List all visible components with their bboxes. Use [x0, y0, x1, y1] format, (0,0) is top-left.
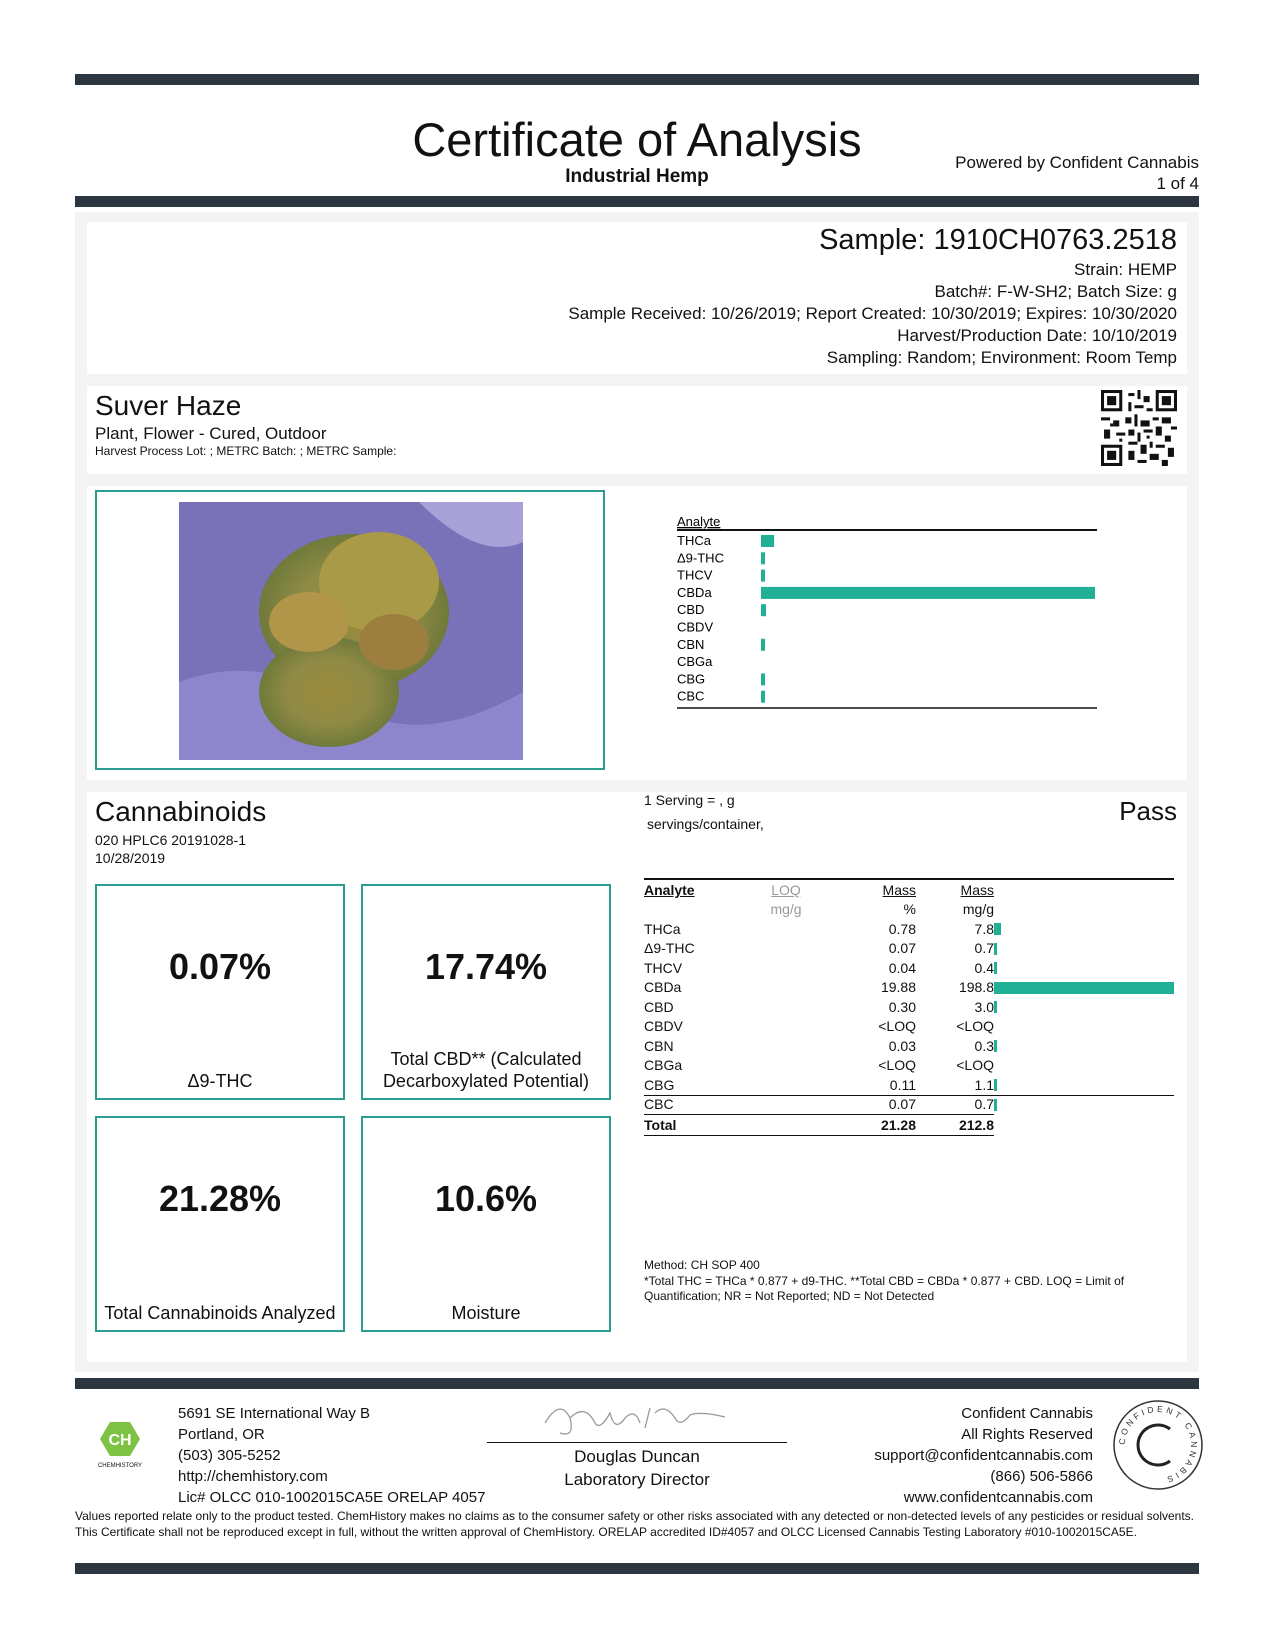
seal-text: CONFIDENT CANNABIS — [1116, 1403, 1200, 1486]
cannabinoid-table — [644, 880, 994, 1136]
mini-chart-label: CBDa — [677, 584, 712, 600]
image-chart-card — [87, 486, 1187, 780]
table-cell-loq — [756, 1017, 816, 1037]
table-bar — [994, 923, 1001, 935]
method-line: Method: CH SOP 400 — [644, 1258, 760, 1272]
sample-id: Sample: 1910CH0763.2518 — [819, 224, 1177, 256]
mini-chart-bar — [761, 535, 774, 547]
total-cbd-label: Total CBD** (Calculated Decarboxylated Potential) — [382, 1049, 590, 1091]
total-cannabinoids-box — [95, 1116, 345, 1332]
method-notes: *Total THC = THCa * 0.877 + d9-THC. **Total CBD = CBDa * 0.877 + CBD. LOQ = Limit of Quantification; NR = Not Reported; ND = Not Detected — [644, 1274, 1125, 1303]
table-cell-mg: 198.8 — [958, 979, 994, 996]
mini-chart-label: THCa — [677, 533, 711, 548]
table-cell-loq — [756, 919, 816, 939]
table-cell-analyte: CBG — [644, 1076, 675, 1093]
serving-size: 1 Serving = , g — [644, 792, 735, 808]
table-cell-loq — [756, 1075, 816, 1095]
mini-chart-bar — [761, 604, 766, 616]
product-photo-frame — [95, 490, 605, 770]
signer-name: Douglas Duncan — [574, 1447, 700, 1466]
logo-subtext: CHEMHISTORY — [97, 1463, 143, 1469]
mini-chart-bar — [761, 691, 765, 703]
col-mass-mg: Mass — [960, 881, 994, 898]
table-cell-mg: 1.1 — [974, 1076, 994, 1093]
method-id: 020 HPLC6 20191028-1 — [95, 832, 247, 848]
table-cell-pct: 0.78 — [888, 920, 916, 937]
moisture-value: 10.6% — [434, 1178, 538, 1219]
footer-rule — [75, 1378, 1199, 1389]
table-cell-analyte: CBDV — [644, 1018, 683, 1035]
table-cell-analyte: CBD — [644, 998, 674, 1015]
table-cell-pct: 0.30 — [888, 998, 916, 1015]
table-row — [644, 939, 994, 959]
sample-sampling: Sampling: Random; Environment: Room Temp — [826, 348, 1177, 367]
servings-per-container: servings/container, — [647, 816, 764, 832]
total-cbd-box — [361, 884, 611, 1100]
table-cell-loq — [756, 997, 816, 1017]
sample-batch: Batch#: F-W-SH2; Batch Size: g — [934, 282, 1177, 301]
table-cell-pct: <LOQ — [878, 1018, 916, 1035]
header-rule — [75, 196, 1199, 207]
cannabinoids-title: Cannabinoids — [95, 796, 267, 827]
lab-address1: 5691 SE International Way B — [178, 1405, 371, 1422]
table-cell-mg: 0.4 — [974, 959, 994, 976]
table-cell-pct: 0.03 — [888, 1037, 916, 1054]
table-cell-pct: 0.04 — [888, 959, 916, 976]
disclaimer: Values reported relate only to the product tested. ChemHistory makes no claims as to the consumer safety or other risks associated with any detected or non-detected levels of any pesticides or residual solvents. This Certificate shall not be reproduced except in full, without the written approval of ChemHistory. ORELAP accredited ID#4057 and OLCC Licensed Cannabis Testing Laboratory #010-1002015CA5E. — [75, 1509, 1195, 1539]
table-cell-mg: 3.0 — [974, 998, 994, 1015]
test-date: 10/28/2019 — [95, 850, 166, 866]
table-cell-pct: 0.07 — [888, 940, 916, 957]
sample-dates: Sample Received: 10/26/2019; Report Created: 10/30/2019; Expires: 10/30/2020 — [568, 304, 1177, 323]
cannabinoids-card — [87, 792, 1187, 1362]
product-name: Suver Haze — [95, 390, 242, 421]
mini-chart-header: Analyte — [677, 516, 721, 529]
unit-analyte — [644, 900, 756, 920]
bottom-rule — [75, 1563, 1199, 1574]
sample-strain: Strain: HEMP — [1074, 260, 1177, 279]
qr-code-icon — [1101, 390, 1177, 466]
thc-value: 0.07% — [168, 946, 272, 987]
table-bar — [994, 962, 997, 974]
table-row — [644, 1017, 994, 1037]
chemhistory-logo-icon — [97, 1420, 143, 1469]
unit-mg: mg/g — [962, 901, 994, 918]
product-type: Plant, Flower - Cured, Outdoor — [95, 424, 327, 443]
product-card — [87, 386, 1187, 474]
mini-chart-label: CBDV — [677, 619, 714, 635]
cc-web[interactable]: www.confidentcannabis.com — [903, 1489, 1093, 1506]
table-cell-mg: 0.7 — [974, 940, 994, 957]
confident-cannabis-seal-icon — [1112, 1399, 1204, 1491]
table-cell-mg: <LOQ — [956, 1057, 994, 1074]
table-row — [644, 1056, 994, 1076]
status-badge: Pass — [1119, 796, 1177, 826]
col-mass-pct: Mass — [882, 881, 916, 898]
table-bar — [994, 982, 1174, 994]
table-bar — [994, 1001, 997, 1013]
table-bar — [994, 1099, 997, 1111]
cc-email[interactable]: support@confidentcannabis.com — [874, 1447, 1093, 1464]
table-row — [644, 919, 994, 939]
table-cell-loq — [756, 958, 816, 978]
table-bar-area — [994, 919, 1174, 1119]
table-units-row — [644, 900, 994, 920]
total-cbd-value: 17.74% — [424, 946, 548, 987]
mini-analyte-chart — [677, 516, 1097, 711]
mini-chart-label: CBC — [677, 688, 705, 704]
moisture-label: Moisture — [451, 1303, 521, 1323]
table-row — [644, 1036, 994, 1056]
mini-chart-bar — [761, 552, 765, 564]
thc-label: Δ9-THC — [187, 1071, 253, 1091]
table-cell-loq — [756, 939, 816, 959]
table-row — [644, 1095, 994, 1115]
table-cell-mg: 7.8 — [974, 920, 994, 937]
page-subtitle: Industrial Hemp — [565, 166, 709, 187]
svg-text:CONFIDENT CANNABIS — [1117, 1404, 1199, 1486]
table-cell-pct: <LOQ — [878, 1057, 916, 1074]
table-cell-loq — [756, 1056, 816, 1076]
thc-box — [95, 884, 345, 1100]
page-title: Certificate of Analysis — [412, 113, 862, 166]
moisture-box — [361, 1116, 611, 1332]
unit-loq: mg/g — [770, 901, 802, 918]
total-cannabinoids-value: 21.28% — [158, 1178, 282, 1219]
powered-by: Powered by Confident Cannabis — [955, 153, 1199, 172]
col-loq: LOQ — [771, 881, 801, 898]
table-cell-mg: <LOQ — [956, 1018, 994, 1035]
table-row — [644, 958, 994, 978]
table-cell-analyte: CBGa — [644, 1057, 683, 1074]
lab-address-block — [178, 1403, 485, 1508]
table-cell-pct: 0.07 — [888, 1096, 916, 1113]
table-total-row — [644, 1115, 994, 1136]
sample-info-card — [87, 222, 1187, 374]
table-cell-analyte: CBC — [644, 1096, 674, 1113]
mini-chart-label: Δ9-THC — [677, 550, 724, 566]
mini-chart-label: THCV — [677, 567, 713, 583]
signature-line — [487, 1442, 787, 1443]
table-cell-mg: 0.7 — [974, 1096, 994, 1113]
unit-pct: % — [903, 901, 916, 918]
top-rule — [75, 74, 1199, 85]
mini-chart-bar — [761, 570, 765, 582]
table-bar — [994, 1079, 997, 1091]
table-cell-pct: 19.88 — [880, 979, 916, 996]
table-cell-pct: 0.11 — [889, 1076, 916, 1093]
table-cell-loq — [756, 1036, 816, 1056]
mini-chart-label: CBD — [677, 602, 705, 618]
product-photo — [179, 502, 523, 760]
signature-icon — [540, 1393, 730, 1443]
table-cell-loq — [756, 978, 816, 998]
mini-chart-bar — [761, 673, 765, 685]
table-cell-loq — [756, 1095, 816, 1115]
cc-phone: (866) 506-5866 — [990, 1468, 1093, 1485]
table-row — [644, 997, 994, 1017]
table-cell-analyte: CBDa — [644, 979, 682, 996]
mini-chart-label: CBGa — [677, 654, 713, 670]
lab-web[interactable]: http://chemhistory.com — [178, 1468, 328, 1485]
product-lots: Harvest Process Lot: ; METRC Batch: ; METRC Sample: — [95, 444, 397, 458]
lab-phone: (503) 305-5252 — [178, 1447, 281, 1464]
mini-chart-bar — [761, 639, 765, 651]
mini-chart-bar — [761, 587, 1095, 599]
table-bar — [994, 1040, 997, 1052]
table-cell-analyte: THCV — [644, 959, 683, 976]
total-cannabinoids-label: Total Cannabinoids Analyzed — [104, 1303, 336, 1323]
total-label: Total — [644, 1116, 677, 1133]
logo-initials: CH — [108, 1432, 132, 1449]
sample-harvest: Harvest/Production Date: 10/10/2019 — [897, 326, 1177, 345]
cc-rights: All Rights Reserved — [961, 1426, 1093, 1443]
cc-name: Confident Cannabis — [961, 1405, 1093, 1422]
col-analyte: Analyte — [644, 881, 695, 898]
table-row — [644, 978, 994, 998]
signer-title: Laboratory Director — [564, 1470, 710, 1489]
table-cell-mg: 0.3 — [974, 1037, 994, 1054]
lab-address2: Portland, OR — [178, 1426, 265, 1443]
table-cell-analyte: Δ9-THC — [644, 940, 695, 957]
total-mg: 212.8 — [958, 1116, 994, 1133]
mini-chart-label: CBG — [677, 671, 706, 687]
table-cell-analyte: THCa — [644, 920, 681, 937]
table-row — [644, 1075, 994, 1095]
table-header-row — [644, 880, 994, 900]
mini-chart-label: CBN — [677, 636, 705, 652]
hexagon-icon — [97, 1420, 143, 1458]
lab-license: Lic# OLCC 010-1002015CA5E ORELAP 4057 — [178, 1489, 486, 1506]
table-cell-analyte: CBN — [644, 1037, 674, 1054]
total-loq — [756, 1115, 816, 1136]
cc-block — [820, 1403, 1093, 1508]
total-pct: 21.28 — [880, 1116, 916, 1133]
table-bar — [994, 943, 997, 955]
page-number: 1 of 4 — [1156, 174, 1199, 193]
